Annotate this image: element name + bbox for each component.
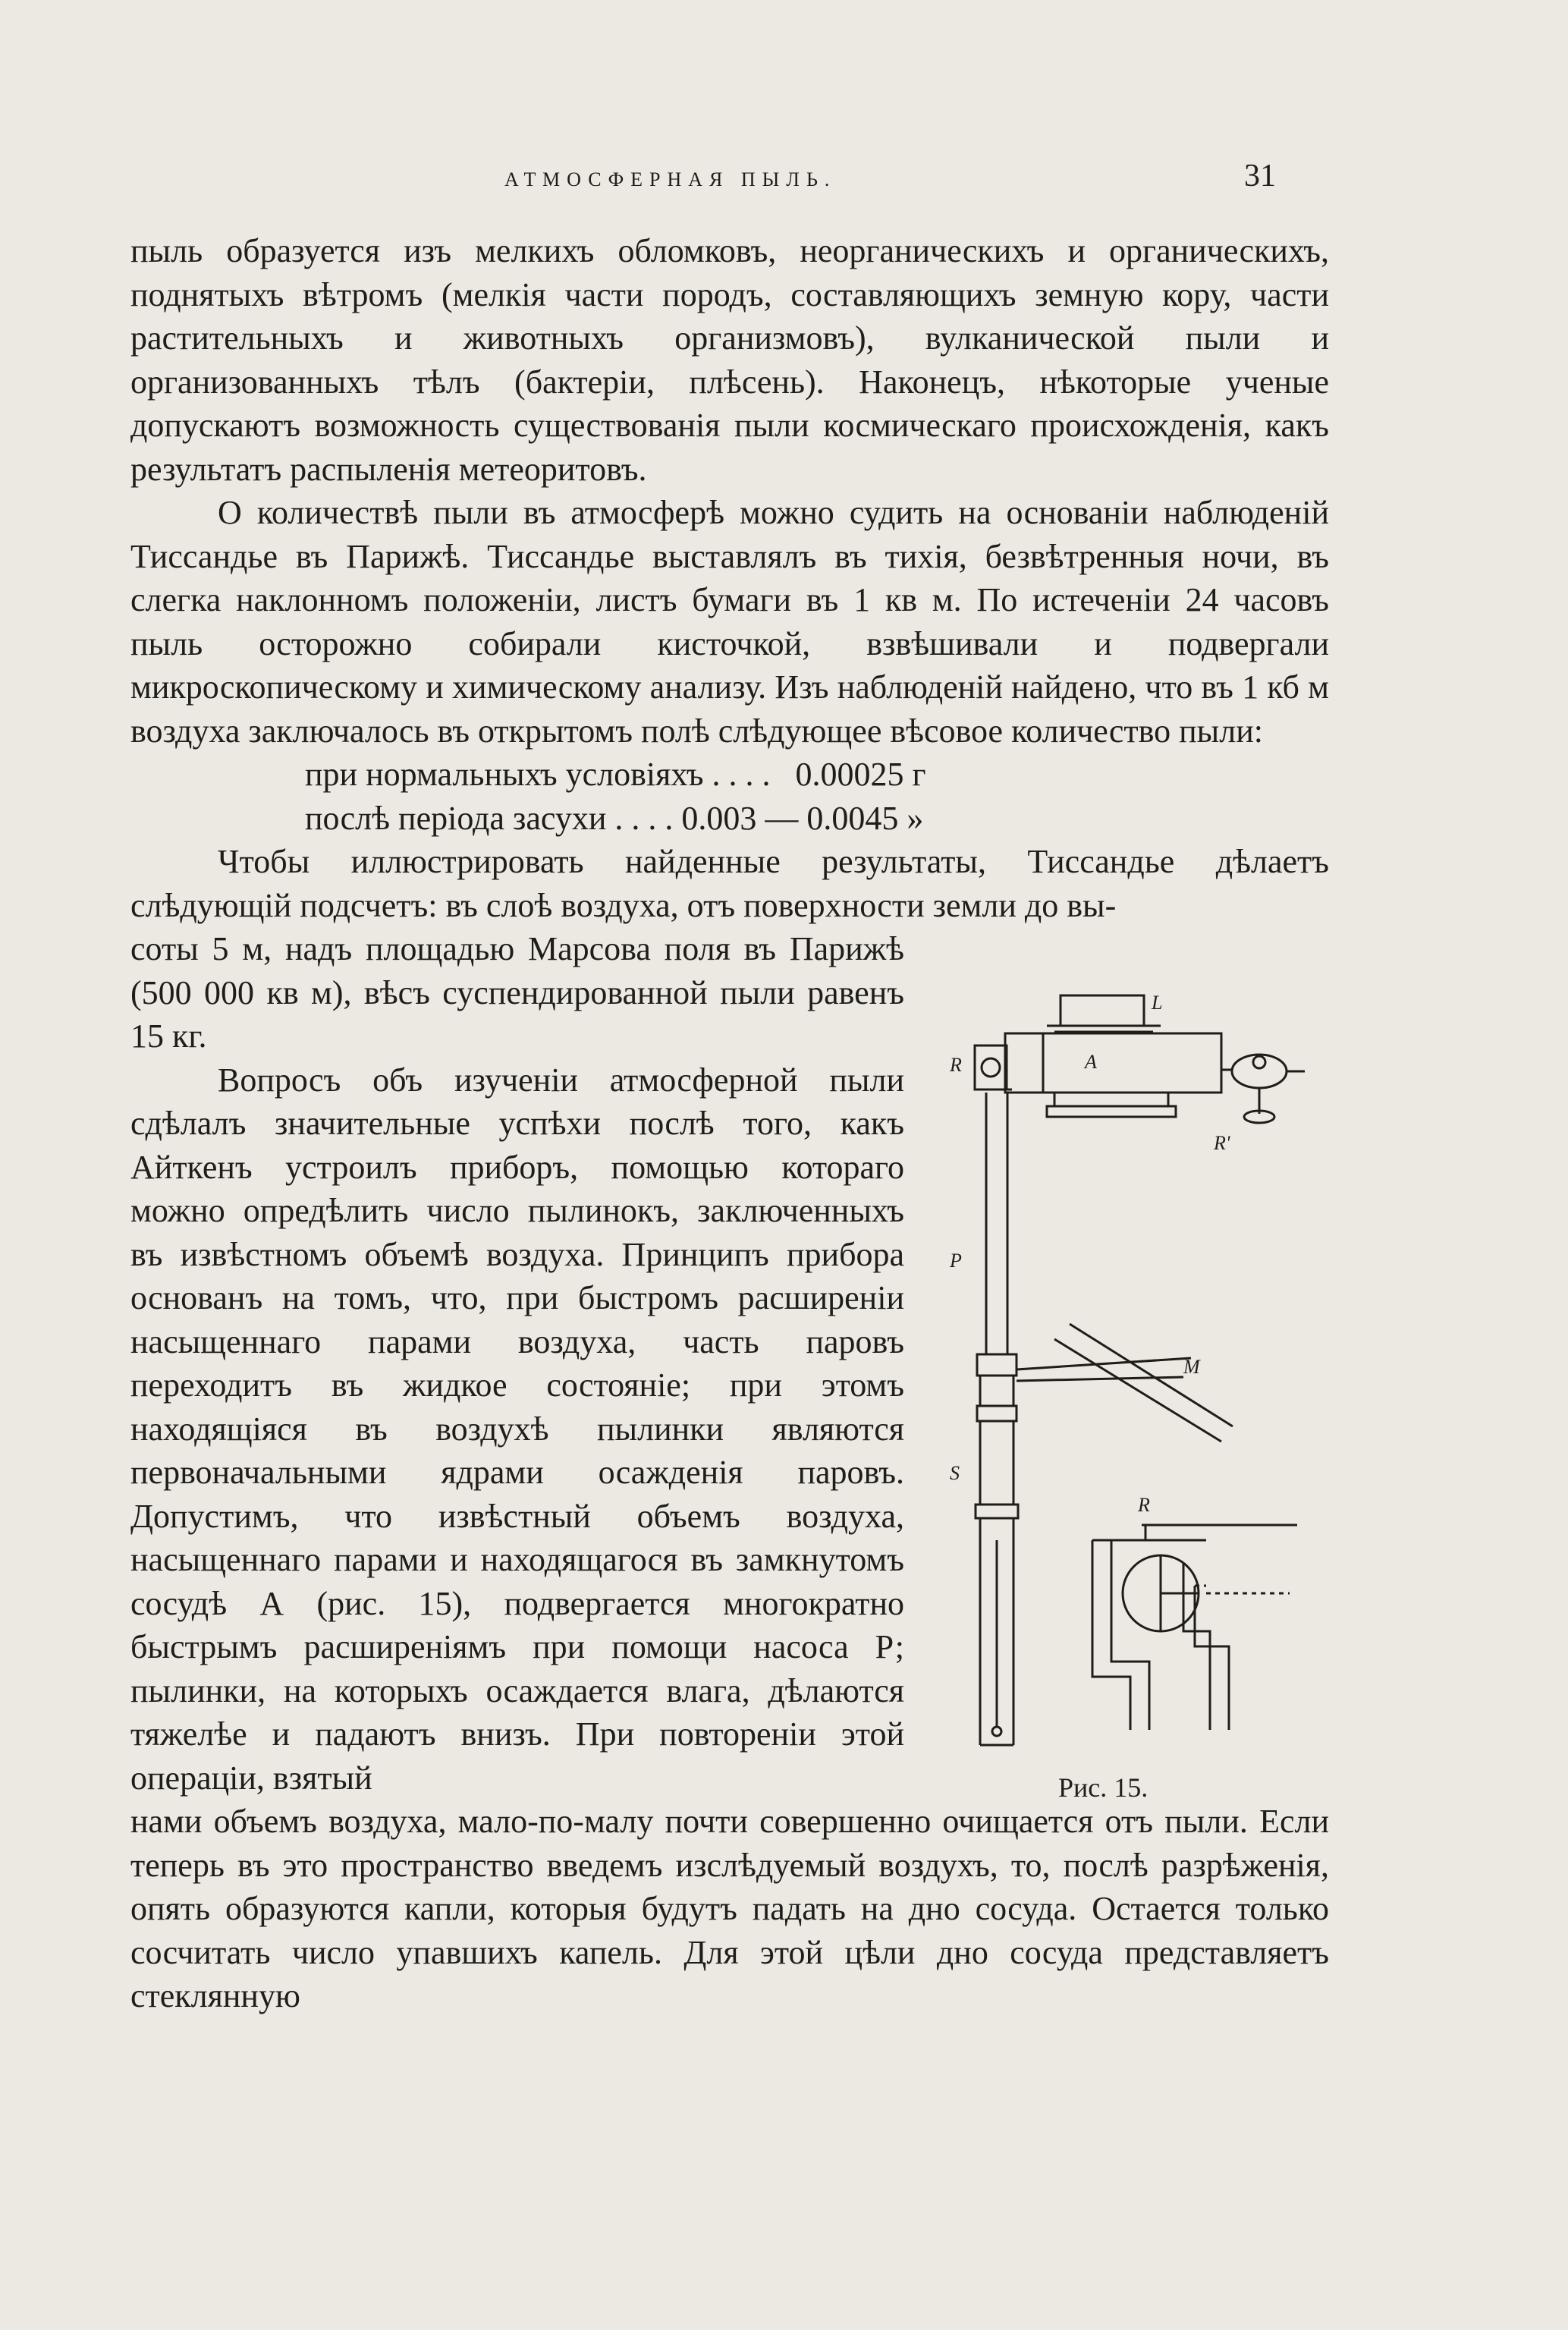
figure-label-M: M (1183, 1356, 1200, 1378)
chamber-A (1005, 1033, 1221, 1093)
figure-label-R: R (950, 1054, 962, 1076)
apparatus-drawing (933, 979, 1328, 1828)
paragraph-2: О количествѣ пыли въ атмосферѣ можно судить на основаніи наблюденій Тиссандье въ Парижѣ. Тиссандье выставлялъ въ тихія, безвѣтренныя ночи, въ слегка наклонномъ положеніи, листъ бумаги въ 1 кв м. По истеченіи 24 часовъ пыль осторожно собирали кисточкой, взвѣшивали и подвергали микроскопическому и химическому анализу. Изъ наблюденій найдено, что въ 1 кб м воздуха заключалось въ открытомъ полѣ слѣдующее вѣсовое количество пыли: (130, 494, 1329, 750)
aitken-apparatus-figure (933, 979, 1328, 1828)
running-head: АТМОСФЕРНАЯ ПЫЛЬ. (504, 168, 837, 190)
paragraph-4-continued: нами объемъ воздуха, мало-по-малу почти совершенно очищается отъ пыли. Если теперь въ это пространство введемъ изслѣдуемый воздухъ, то, послѣ разрѣженія, опять образуются капли, которыя будутъ падать на дно сосуда. Остается только сосчитать число упавшихъ капель. Для этой цѣли дно сосуда представляетъ стеклянную (130, 1803, 1329, 2014)
figure-caption: Рис. 15. (1058, 1772, 1149, 1803)
formula-normal-conditions: при нормальныхъ условіяхъ . . . . 0.00025 г (305, 756, 926, 793)
figure-label-S: S (950, 1462, 960, 1484)
page-number: 31 (1244, 159, 1276, 193)
formula-drought: послѣ періода засухи . . . . 0.003 — 0.0045 » (305, 799, 924, 837)
figure-label-A: A (1085, 1051, 1097, 1073)
figure-label-L: L (1152, 992, 1163, 1014)
figure-label-R-detail: R (1138, 1494, 1150, 1516)
lid-L (1061, 995, 1144, 1026)
paragraph-1: пыль образуется изъ мелкихъ обломковъ, неорганическихъ и органическихъ, поднятыхъ вѣтромъ (мелкія части породъ, составляющихъ земную кору, части растительныхъ и животныхъ организмовъ), вулканической пыли и организованныхъ тѣлъ (бактеріи, плѣсень). Наконецъ, нѣкоторые ученые допускаютъ возможность существованія пыли космическаго происхожденія, какъ результатъ распыленія метеоритовъ. (130, 232, 1329, 488)
paragraph-3: Чтобы иллюстрировать найденные результаты, Тиссандье дѣлаетъ слѣдующій подсчетъ: въ слоѣ воздуха, отъ поверхности земли до вы- (130, 843, 1329, 924)
paragraph-3-continued: соты 5 м, надъ площадью Марсова поля въ Парижѣ (500 000 кв м), вѣсъ суспендированной пыли равенъ 15 кг. (130, 930, 904, 1055)
paragraph-4: Вопросъ объ изученіи атмосферной пыли сдѣлалъ значительные успѣхи послѣ того, какъ Айткенъ устроилъ приборъ, помощью котораго можно опредѣлить число пылинокъ, заключенныхъ въ извѣстномъ объемѣ воздуха. Принципъ прибора основанъ на томъ, что, при быстромъ расширеніи насыщеннаго парами воздуха, часть паровъ переходитъ въ жидкое состояніе; при этомъ находящіяся въ воздухѣ пылинки являются первоначальными ядрами осажденія паровъ. Допустимъ, что извѣстный объемъ воздуха, насыщеннаго парами и находящагося въ замкнутомъ сосудѣ А (рис. 15), подвергается многократно быстрымъ расширеніямъ при помощи насоса Р; пылинки, на которыхъ осаждается влага, дѣлаются тяжелѣе и падаютъ внизъ. При повтореніи этой операціи, взятый (130, 1061, 904, 1797)
figure-label-R-prime: R' (1214, 1132, 1230, 1154)
figure-label-P: P (950, 1250, 962, 1272)
